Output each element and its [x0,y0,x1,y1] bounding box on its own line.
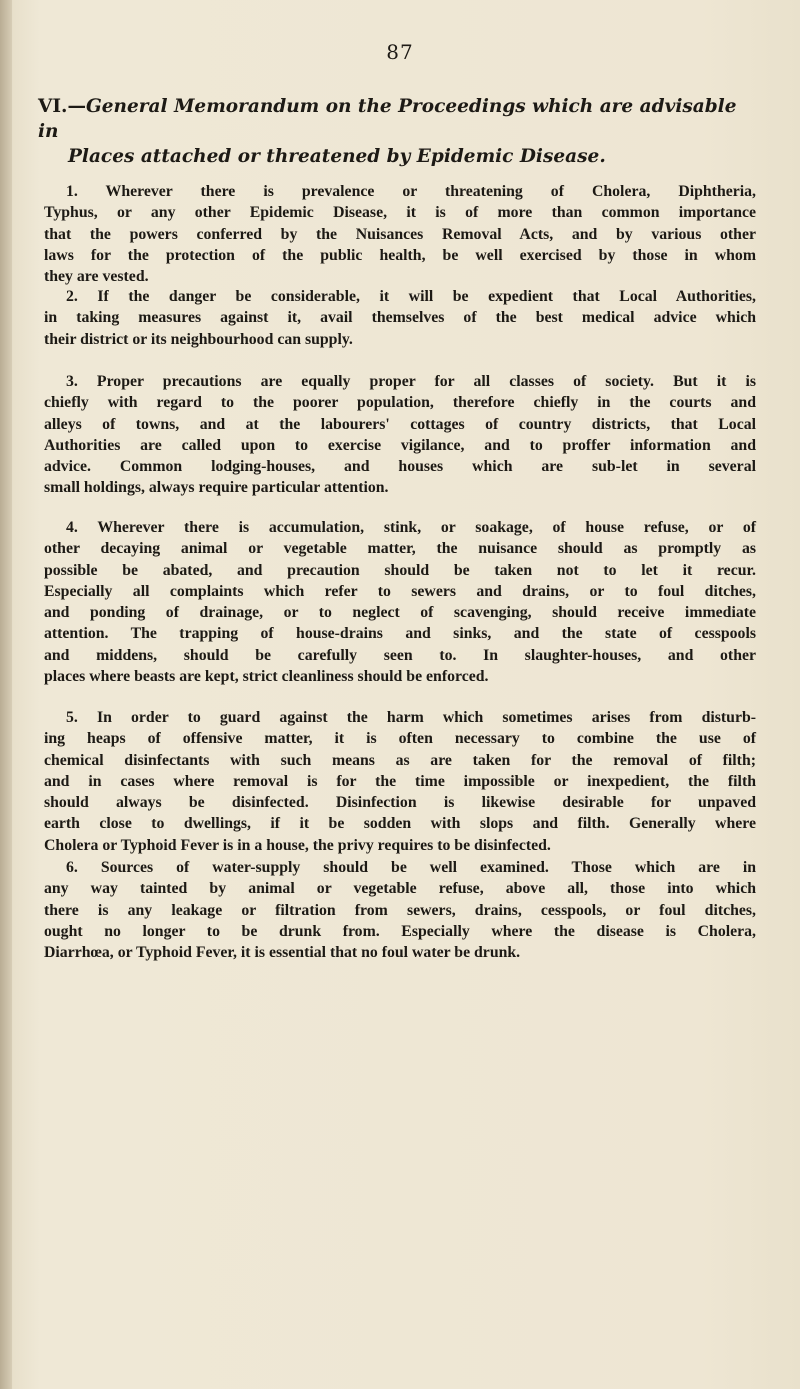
text-line: their district or its neighbourhood can supply. [44,330,353,348]
text-line: and in cases where removal is for the time impossible or inexpedient, the filth [44,772,756,790]
text-line: any way tainted by animal or vegetable refuse, above all, those into which [44,880,756,898]
text-line: there is any leakage or filtration from sewers, drains, cesspools, or foul ditches, [44,901,756,919]
text-line: ought no longer to be drunk from. Especially where the disease is Cholera, [44,922,756,940]
text-line: ing heaps of offensive matter, it is often necessary to combine the use of [44,730,756,748]
paragraph-2 [44,286,756,350]
text-line: 6. Sources of water-supply should be well examined. Those which are in [66,859,756,876]
text-line: should always be disinfected. Disinfection is likewise desirable for unpaved [44,794,756,812]
text-line: chiefly with regard to the poorer population, therefore chiefly in the courts and [44,394,756,412]
text-line: possible be abated, and precaution should be taken not to let it recur. [44,561,756,579]
text-line: 4. Wherever there is accumulation, stink, or soakage, of house refuse, or of [66,519,756,536]
section-heading [38,94,758,169]
text-line: 1. Wherever there is prevalence or threatening of Cholera, Diphtheria, [66,183,756,200]
text-line: and ponding of drainage, or to neglect of scavenging, should receive immediate [44,604,756,622]
paragraph-6 [44,857,756,963]
text-line: Especially all complaints which refer to sewers and drains, or to foul ditches, [44,582,756,600]
paragraph-5 [44,707,756,856]
section-title-line-1: General Memorandum on the Proceedings which are advisable in [38,96,737,142]
text-line: 3. Proper precautions are equally proper for all classes of society. But it is [66,373,756,390]
text-line: laws for the protection of the public health, be well exercised by those in whom [44,246,756,264]
text-line: chemical disinfectants with such means as are taken for the removal of filth; [44,751,756,769]
paragraph-3 [44,371,756,499]
text-line: they are vested. [44,268,149,286]
text-line: other decaying animal or vegetable matter, the nuisance should as promptly as [44,540,756,558]
text-line: Typhus, or any other Epidemic Disease, it is of more than common importance [44,204,756,222]
text-line: small holdings, always require particular attention. [44,479,389,497]
text-line: and middens, should be carefully seen to. In slaughter-houses, and other [44,646,756,664]
text-line: that the powers conferred by the Nuisances Removal Acts, and by various other [44,225,756,243]
text-line: 2. If the danger be considerable, it will be expedient that Local Authorities, [66,288,756,305]
text-line: alleys of towns, and at the labourers' cottages of country districts, that Local [44,415,756,433]
text-line: advice. Common lodging-houses, and houses which are sub-let in several [44,458,756,476]
section-title-line-2: Places attached or threatened by Epidemic Disease. [68,146,606,167]
text-line: Cholera or Typhoid Fever is in a house, the privy requires to be disinfected. [44,836,551,854]
text-line: 5. In order to guard against the harm which sometimes arises from disturb- [66,709,756,726]
text-line: in taking measures against it, avail themselves of the best medical advice which [44,309,756,327]
section-number: VI.— [38,96,86,117]
text-line: attention. The trapping of house-drains and sinks, and the state of cesspools [44,625,756,643]
text-line: places where beasts are kept, strict cleanliness should be enforced. [44,668,489,686]
text-line: earth close to dwellings, if it be sodden with slops and filth. Generally where [44,815,756,833]
book-gutter [0,0,12,1389]
paragraph-1 [44,181,756,287]
text-line: Authorities are called upon to exercise vigilance, and to proffer information and [44,436,756,454]
paragraph-4 [44,517,756,687]
page-number: 87 [386,40,414,64]
text-line: Diarrhœa, or Typhoid Fever, it is essential that no foul water be drunk. [44,944,521,962]
